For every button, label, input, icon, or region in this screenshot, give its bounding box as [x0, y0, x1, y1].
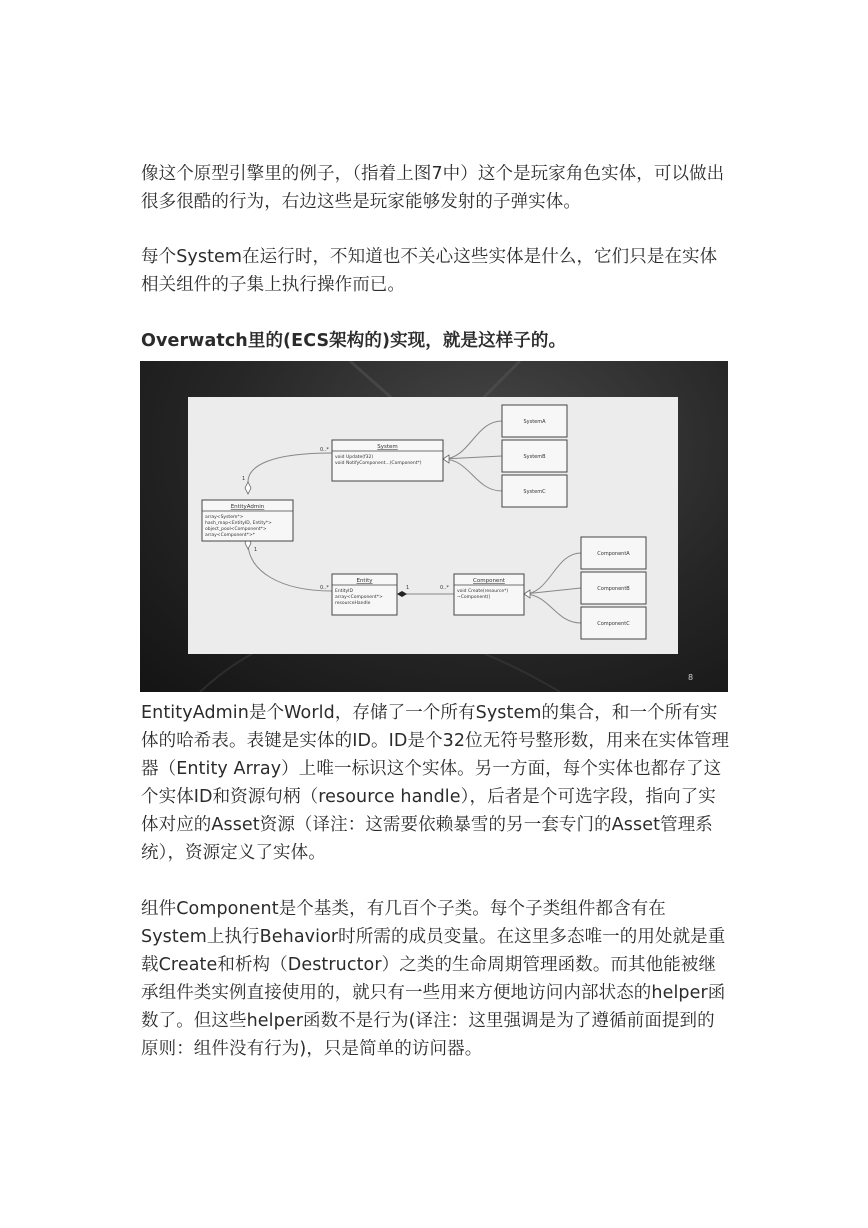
slide-number: 8	[688, 673, 694, 682]
componentc-label: ComponentC	[597, 621, 630, 627]
systemb-label: SystemB	[523, 454, 546, 460]
entityadmin-field-pool: object_pool<Component*>	[205, 527, 267, 532]
system-method-update: void Update(f32)	[335, 455, 374, 460]
system-title: System	[377, 444, 398, 450]
ecs-uml-slide-image	[140, 361, 728, 692]
component-title: Component	[473, 578, 505, 584]
systema-label: SystemA	[523, 419, 546, 425]
entityadmin-field-entities: hash_map<EntityID, Entity*>	[205, 521, 272, 526]
entity-title: Entity	[356, 578, 373, 584]
mult-entity-component-one: 1	[406, 585, 410, 591]
mult-admin-system-one: 1	[242, 476, 246, 482]
mult-entity-component-many: 0..*	[440, 585, 449, 591]
mult-admin-system-many: 0..*	[320, 447, 329, 453]
mult-admin-entity-one: 1	[254, 547, 258, 553]
componenta-label: ComponentA	[597, 551, 630, 557]
systemc-label: SystemC	[523, 489, 546, 495]
component-method-create: void Create(resource*)	[457, 589, 509, 594]
mult-admin-entity-many: 0..*	[320, 585, 329, 591]
system-method-notify: void NotifyComponent...(Component*)	[335, 461, 422, 466]
class-component	[454, 574, 524, 615]
componentb-label: ComponentB	[597, 586, 630, 592]
uml-diagram	[140, 361, 728, 692]
class-entity	[332, 574, 397, 615]
component-method-destructor: ~Component()	[457, 595, 491, 600]
class-system	[332, 440, 443, 481]
paragraph-overwatch-heading: Overwatch里的(ECS架构的)实现，就是这样子的。	[141, 331, 567, 351]
entityadmin-field-components: array<Component*>*	[205, 533, 255, 538]
class-entityadmin	[202, 500, 293, 541]
entity-field-resource: resourceHandle	[335, 601, 371, 606]
paragraph-entityadmin: EntityAdmin是个World，存储了一个所有System的集合，和一个所有实体的哈希表。表键是实体的ID。ID是个32位无符号整形数，用来在实体管理器（Entity Array）上唯一标识这个实体。另一方面，每个实体也都存了这个实体ID和资源句柄（resource handle），后者是个可选字段，指向了实体对应的Asset资源（译注：这需要依赖暴雪的另一套专门的Asset管理系统），资源定义了实体。	[141, 703, 730, 863]
paragraph-component: 组件Component是个基类，有几百个子类。每个子类组件都含有在System上执行Behavior时所需的成员变量。在这里多态唯一的用处就是重载Create和析构（Destructor）之类的生命周期管理函数。而其他能被继承组件类实例直接使用的，就只有一些用来方便地访问内部状态的helper函数了。但这些helper函数不是行为(译注：这里强调是为了遵循前面提到的原则：组件没有行为)，只是简单的访问器。	[141, 899, 726, 1059]
entityadmin-title: EntityAdmin	[230, 504, 265, 510]
paragraph-system-description: 每个System在运行时，不知道也不关心这些实体是什么，它们只是在实体相关组件的子集上执行操作而已。	[141, 247, 718, 295]
entityadmin-field-systems: array<System*>	[205, 515, 244, 520]
system-subclasses	[502, 405, 567, 507]
component-subclasses	[581, 537, 646, 639]
paragraph-prototype-example: 像这个原型引擎里的例子，（指着上图7中）这个是玩家角色实体，可以做出很多很酷的行为，右边这些是玩家能够发射的子弹实体。	[141, 164, 725, 212]
entity-field-components: array<Component*>	[335, 595, 383, 600]
entity-field-id: EntityID	[335, 589, 353, 594]
